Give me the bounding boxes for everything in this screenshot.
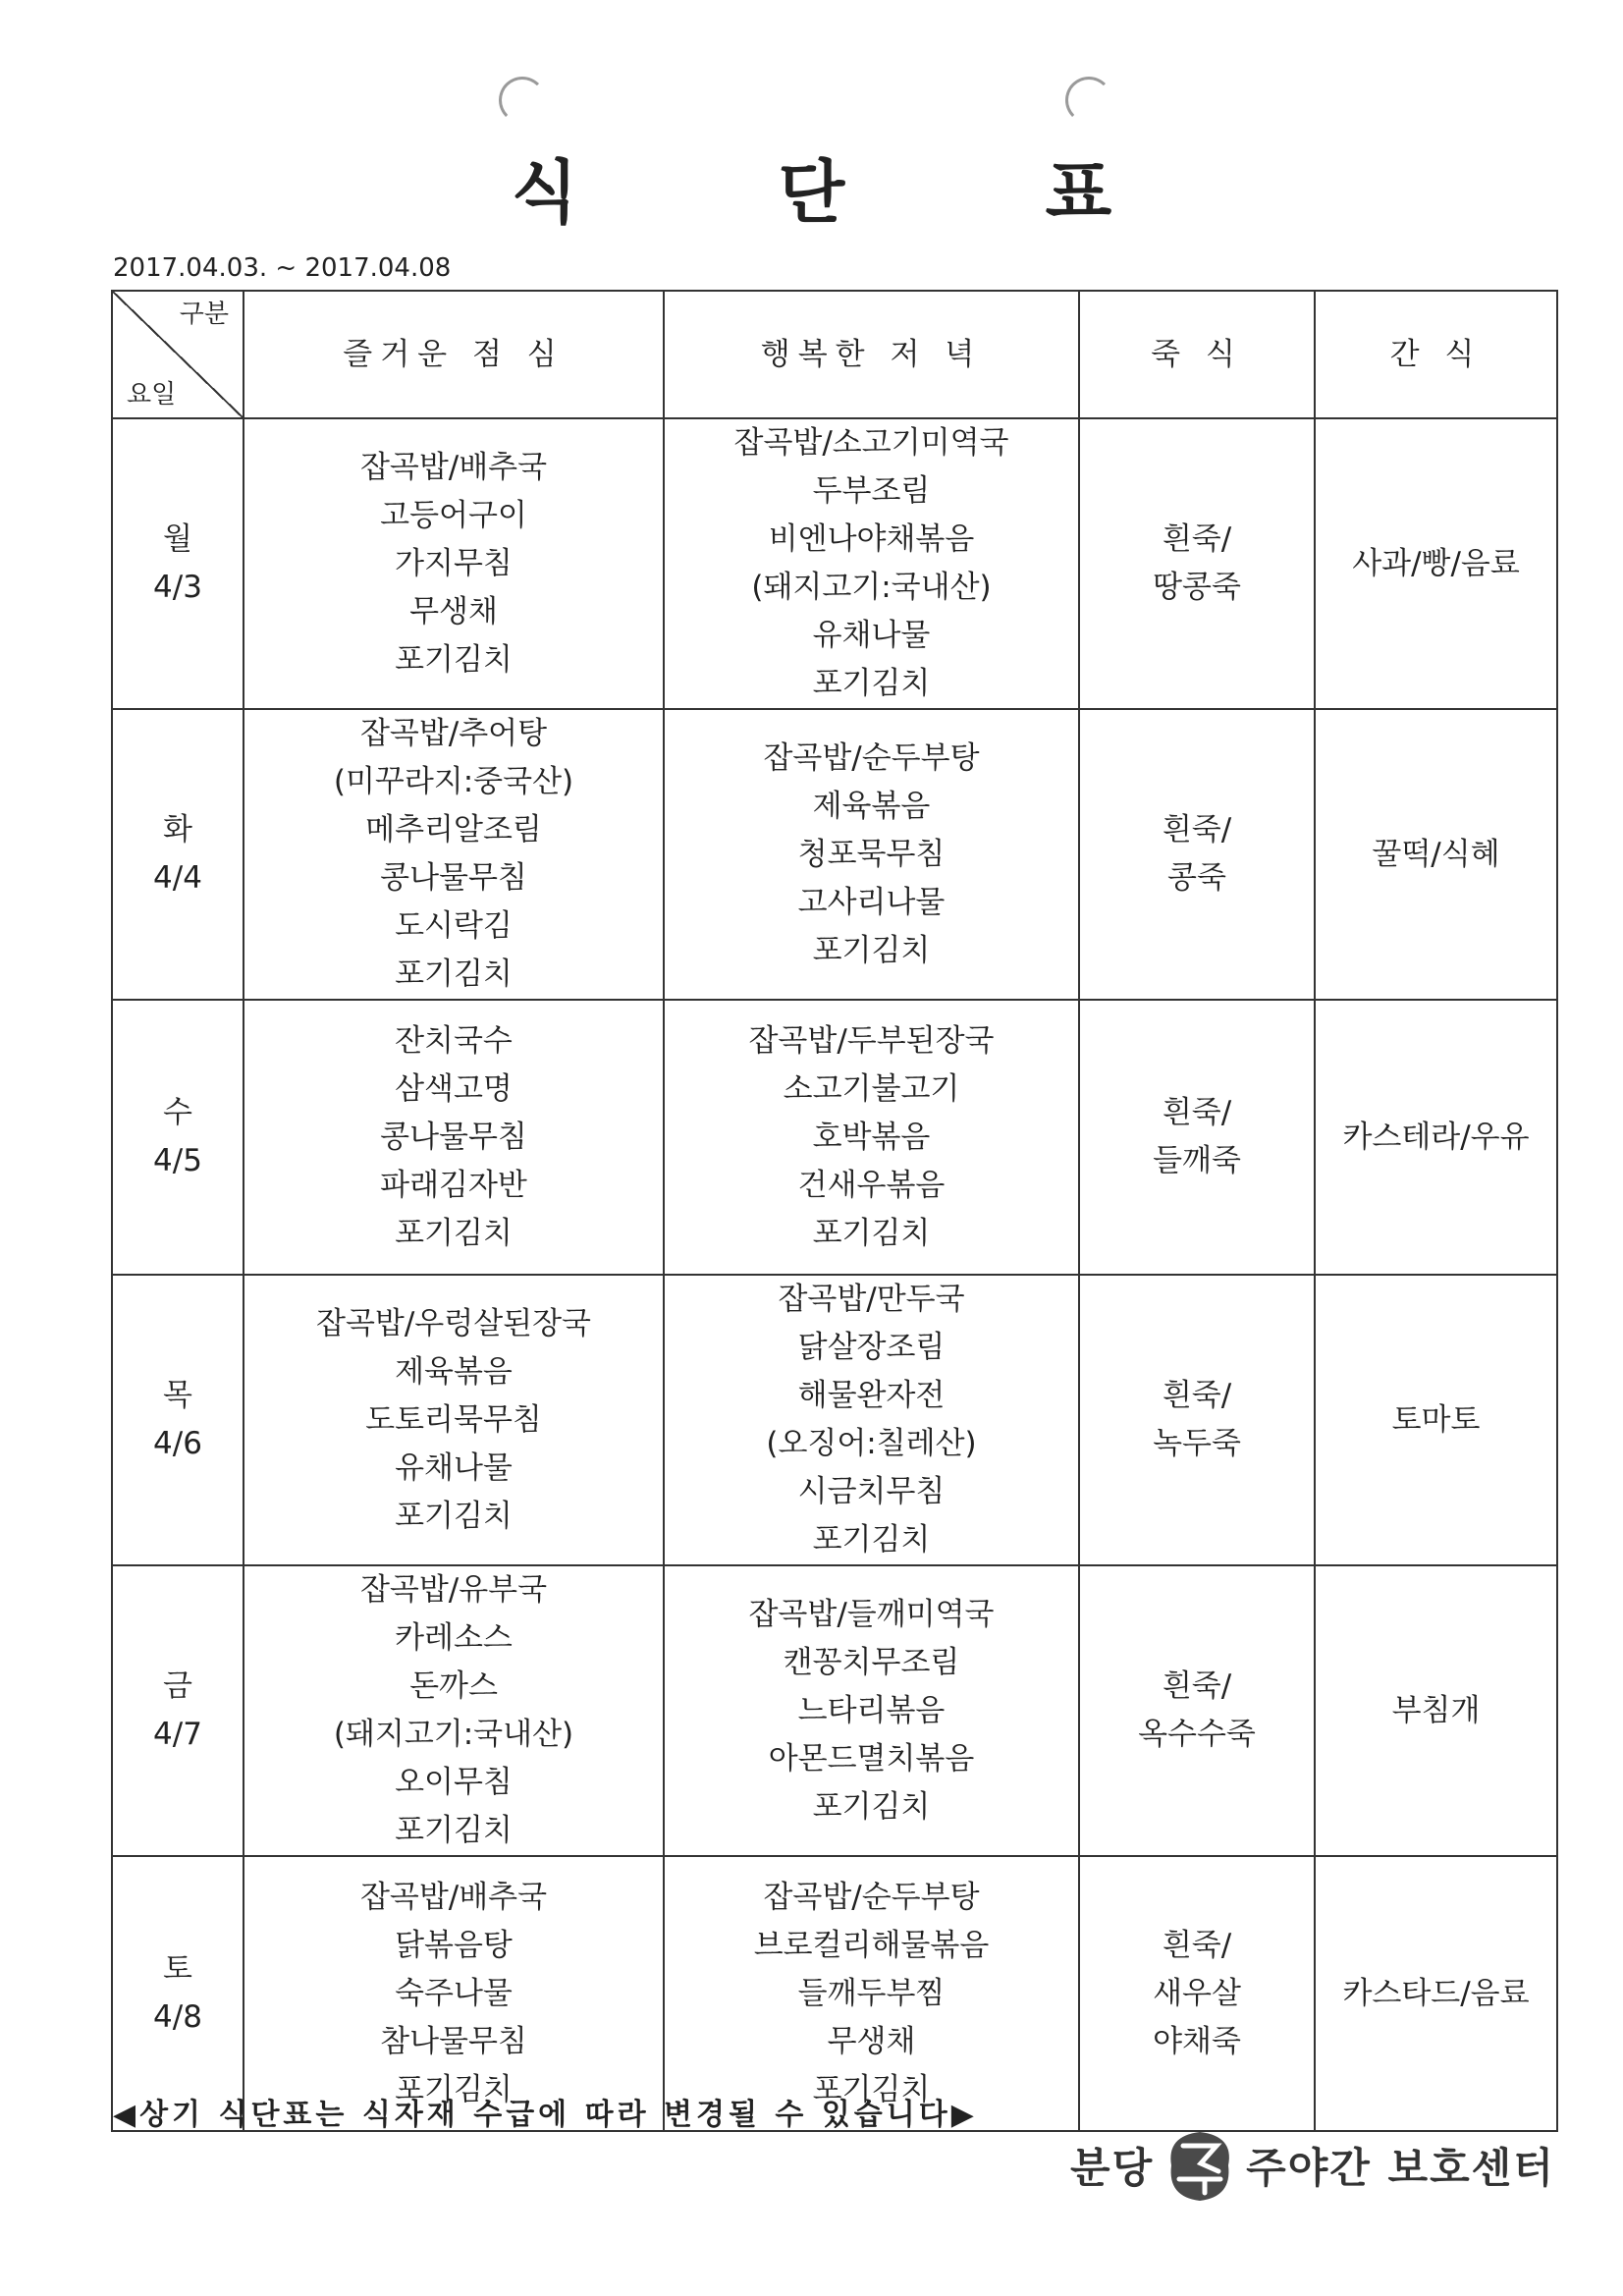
menu-item: 무생채 [827,2023,916,2059]
lunch-cell [243,1275,664,1565]
day-date: 4/6 [153,1426,202,1461]
menu-item: 포기김치 [395,1813,513,1848]
table-row [112,709,1557,1000]
lunch-cell [243,709,664,1000]
menu-item: 잡곡밥/순두부탕 [763,739,980,776]
menu-item: 카레소스 [395,1620,513,1656]
day-date: 4/3 [153,570,202,605]
snack-header: 간 식 [1315,291,1557,418]
footer-organization [1070,2121,1555,2210]
menu-item: 잡곡밥/두부된장국 [748,1022,995,1059]
porridge-cell [1079,1856,1315,2131]
menu-item: 캔꽁치무조림 [783,1644,960,1680]
menu-item: 포기김치 [812,1788,931,1825]
table-row [112,418,1557,709]
menu-item: 가지무침 [395,545,513,581]
menu-item: 잡곡밥/만두국 [778,1282,965,1317]
porridge-header: 죽 식 [1079,291,1315,418]
table-row [112,1275,1557,1565]
center-logo-graphic [1162,2126,1238,2205]
menu-item: 포기김치 [395,2071,513,2107]
lunch-cell [243,1000,664,1275]
logo-text: 주 [1200,2170,1203,2172]
menu-item: (돼지고기:국내산) [333,1717,574,1752]
menu-item: 잡곡밥/우렁살된장국 [316,1305,591,1341]
punch-hole-right [1065,77,1112,124]
menu-item: 콩나물무침 [380,1119,527,1155]
menu-item: 두부조림 [812,473,931,509]
menu-item: 들깨죽 [1153,1143,1241,1178]
menu-item: (돼지고기:국내산) [751,570,992,605]
day-date: 4/7 [153,1717,202,1752]
menu-item: 유채나물 [812,618,931,653]
menu-item: 잡곡밥/유부국 [359,1572,548,1608]
menu-item: 호박볶음 [812,1119,931,1155]
menu-item: 건새우볶음 [797,1167,946,1203]
snack-cell: 사과/빵/음료 [1315,418,1557,709]
day-date: 4/5 [153,1143,202,1178]
menu-item: 잔치국수 [395,1022,513,1059]
menu-item: 콩죽 [1167,860,1226,896]
day-name: 토 [163,1951,192,1987]
menu-item: (미꾸라지:중국산) [333,764,574,799]
day-name: 수 [163,1095,192,1130]
menu-item: 포기김치 [812,666,931,701]
menu-item: 파래김자반 [380,1167,527,1203]
menu-item: 유채나물 [395,1449,513,1486]
menu-item: 포기김치 [812,1522,931,1558]
day-cell [112,1565,243,1856]
lunch-header: 즐거운 점 심 [243,291,664,418]
header-row [112,291,1557,418]
menu-item: 포기김치 [812,1215,931,1251]
porridge-cell [1079,709,1315,1000]
menu-item: 잡곡밥/배추국 [359,449,548,485]
organization-name-part2: 주야간 보호센터 [1246,2144,1555,2192]
menu-item: 잡곡밥/순두부탕 [763,1879,980,1915]
menu-item: 잡곡밥/소고기미역국 [733,425,1009,461]
menu-item: 도토리묵무침 [365,1401,542,1438]
menu-item: 고사리나물 [797,884,946,920]
porridge-cell [1079,1000,1315,1275]
lunch-cell [243,1565,664,1856]
snack-cell: 카스테라/우유 [1315,1000,1557,1275]
menu-item: 흰죽/ [1162,1668,1232,1704]
menu-item: 오이무침 [395,1765,513,1800]
porridge-cell [1079,1275,1315,1565]
menu-item: 땅콩죽 [1153,570,1241,605]
menu-item: 흰죽/ [1162,1095,1232,1130]
menu-item: 삼색고명 [395,1070,513,1107]
menu-item: 새우살 [1153,1975,1241,2011]
day-date: 4/4 [153,860,202,896]
menu-item: 제육볶음 [395,1353,513,1390]
change-notice: ◀상기 식단표는 식자재 수급에 따라 변경될 수 있습니다▶ [113,2098,978,2132]
menu-item: 야채죽 [1153,2023,1241,2059]
center-logo-icon [1162,2126,1238,2205]
organization-name-part1: 분당 [1070,2144,1155,2192]
menu-item: 포기김치 [395,1215,513,1251]
snack-cell: 부침개 [1315,1565,1557,1856]
day-name: 화 [163,812,192,847]
day-cell [112,418,243,709]
menu-item: 포기김치 [395,957,513,992]
lunch-cell [243,418,664,709]
menu-item: 포기김치 [812,932,931,968]
dinner-cell [664,418,1079,709]
day-cell [112,1000,243,1275]
day-date: 4/8 [153,1999,202,2035]
snack-cell: 꿀떡/식혜 [1315,709,1557,1000]
day-cell [112,1275,243,1565]
menu-item: 콩나물무침 [380,860,527,896]
menu-item: 무생채 [409,593,498,629]
day-label: 요일 [127,380,177,410]
dinner-cell [664,1000,1079,1275]
menu-item: 고등어구이 [380,497,527,533]
menu-item: 참나물무침 [380,2023,527,2059]
dinner-cell [664,1275,1079,1565]
menu-period: 2017.04.03. ~ 2017.04.08 [113,253,452,283]
dinner-cell [664,1565,1079,1856]
menu-item: 브로컬리해물볶음 [753,1927,990,1963]
dinner-cell [664,709,1079,1000]
snack-cell: 토마토 [1315,1275,1557,1565]
category-label: 구분 [179,300,229,329]
menu-item: 잡곡밥/들깨미역국 [748,1596,995,1632]
porridge-cell [1079,1565,1315,1856]
menu-item: 제육볶음 [812,788,931,824]
menu-item: 청포묵무침 [797,836,946,872]
menu-item: 메추리알조림 [365,812,542,847]
snack-cell: 카스타드/음료 [1315,1856,1557,2131]
table-row [112,1000,1557,1275]
menu-item: 시금치무침 [797,1474,946,1509]
menu-item: 느타리볶음 [797,1692,946,1728]
menu-item: 잡곡밥/배추국 [359,1879,548,1915]
punch-hole-left [499,77,546,124]
menu-item: 포기김치 [812,2071,931,2107]
menu-item: 포기김치 [395,1498,513,1534]
menu-item: 닭살장조림 [797,1330,946,1365]
day-name: 월 [163,521,192,557]
menu-item: 숙주나물 [395,1975,513,2011]
menu-item: 도시락김 [395,908,513,944]
porridge-cell [1079,418,1315,709]
menu-item: 해물완자전 [797,1378,946,1413]
menu-item: 흰죽/ [1162,1378,1232,1413]
menu-item: (오징어:칠레산) [766,1426,977,1461]
day-name: 금 [163,1668,192,1704]
menu-item: 돈까스 [409,1668,498,1704]
menu-table [111,290,1558,2132]
menu-item: 흰죽/ [1162,1927,1232,1963]
dinner-header: 행복한 저 녁 [664,291,1079,418]
corner-header [112,291,243,418]
page-title: 식 단 표 [511,152,1201,233]
day-name: 목 [163,1378,192,1413]
menu-item: 들깨두부찜 [797,1975,946,2011]
menu-item: 소고기불고기 [783,1070,960,1107]
table-row [112,1565,1557,1856]
menu-item: 잡곡밥/추어탕 [359,716,548,751]
menu-item: 아몬드멸치볶음 [768,1740,975,1777]
menu-item: 비엔나야채볶음 [768,521,975,557]
menu-item: 닭볶음탕 [395,1927,513,1963]
menu-item: 포기김치 [395,641,513,678]
menu-item: 흰죽/ [1162,812,1232,847]
menu-item: 흰죽/ [1162,521,1232,557]
menu-item: 옥수수죽 [1138,1717,1256,1752]
day-cell [112,709,243,1000]
menu-item: 녹두죽 [1153,1426,1241,1461]
